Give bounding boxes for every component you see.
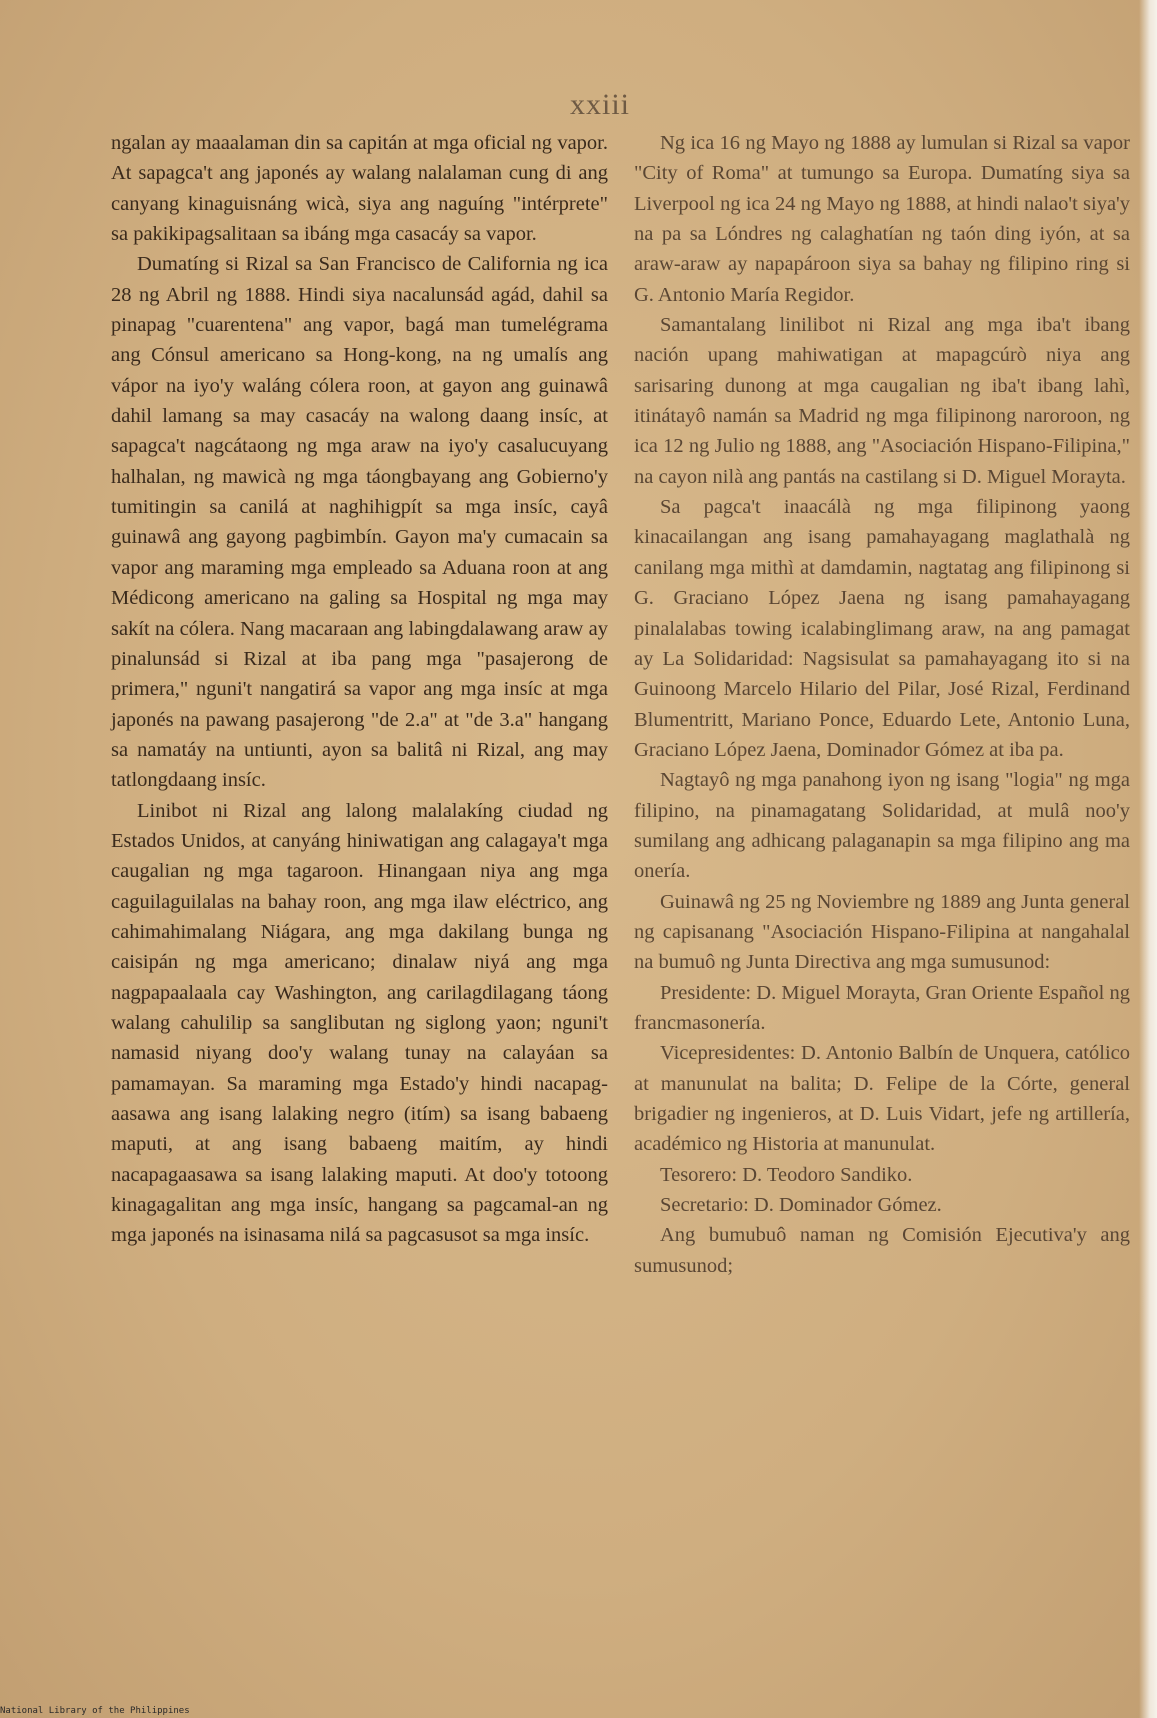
- page-edge: [1139, 0, 1157, 1718]
- left-paragraph-2: Dumatíng si Rizal sa San Francisco de California ng ica 28 ng Abril ng 1888. Hindi siya nacalunsád agád, dahil sa pinapag "cuarentena" ang vapor, bagá man tumelégrama ang Cónsul americano sa Hong-kong, na ng umalís ang vápor na iyo'y waláng cólera roon, at gayon ang guinawâ dahil lamang sa may casacáy na walong daang insíc, at sapagca't nagcátaong ng mga araw na iyo'y casalucuyang halhalan, ng mawicà ng mga táongbayang ang Gobierno'y tumitingin sa canilá at naghihigpít sa mga insíc, cayâ guinawâ ang gayong pagbimbín. Gayon ma'y cumacain sa vapor ang maraming mga empleado sa Aduana roon at ang Médicong americano na galing sa Hospital ng mga may sakít na cólera. Nang macaraan ang labingdalawang araw ay pinalunsád si Rizal at iba pang mga "pasajerong de primera," nguni't nangatirá sa vapor ang mga insíc at mga japonés na pawang pasajerong "de 2.a" at "de 3.a" hangang sa namatáy na untiunti, ayon sa balitâ ni Rizal, ang may tatlongdaang insíc.: [111, 253, 608, 792]
- right-paragraph-5: Guinawâ ng 25 ng Noviembre ng 1889 ang Junta general ng capisanang "Asociación Hispano-Filipina at nangahalal na bumuô ng Junta Directiva ang mga sumusunod:: [634, 890, 1130, 974]
- officer-vicepresidentes: Vicepresidentes: D. Antonio Balbín de Unquera, católico at manunulat na balita; D. Felipe de la Córte, general brigadier ng ingenieros, at D. Luis Vidart, jefe ng artillería, académico ng Historia at manunulat.: [634, 1042, 1130, 1156]
- right-paragraph-3: Sa pagca't inaacálà ng mga filipinong yaong kinacailangan ang isang pamahayagang maglathalà ng canilang mga mithì at damdamin, nagtatag ang filipinong si G. Graciano López Jaena ng isang pamahayagang pinalalabas towing icalabinglimang araw, na ang pamagat ay La Solidaridad: Nagsisulat sa pamahayagang ito si na Guinoong Marcelo Hilario del Pilar, José Rizal, Ferdinand Blumentritt, Mariano Ponce, Eduardo Lete, Antonio Luna, Graciano López Jaena, Dominador Gómez at iba pa.: [634, 496, 1130, 761]
- right-column: [634, 128, 1130, 1281]
- officer-presidente: Presidente: D. Miguel Morayta, Gran Oriente Español ng francmasonería.: [634, 981, 1130, 1034]
- right-paragraph-1: Ng ica 16 ng Mayo ng 1888 ay lumulan si Rizal sa vapor "City of Roma" at tumungo sa Europa. Dumatíng siya sa Liverpool ng ica 24 ng Mayo ng 1888, at hindi nalao't siya'y na pa sa Lóndres ng calaghatían ng taón ding iyón, at sa araw-araw ay napapároon siya sa bahay ng filipino ring si G. Antonio María Regidor.: [634, 132, 1130, 306]
- right-paragraph-4: Nagtayô ng mga panahong iyon ng isang "logia" ng mga filipino, na pinamagatang Solidaridad, at mulâ noo'y sumilang ang adhicang palaganapin sa mga filipino ang ma onería.: [634, 769, 1130, 883]
- library-footer: National Library of the Philippines: [0, 1706, 190, 1716]
- left-paragraph-3: Linibot ni Rizal ang lalong malalakíng ciudad ng Estados Unidos, at canyáng hiniwatigan ang calagaya't mga caugalian ng mga tagaroon. Hinangaan niya ang mga caguilaguilalas na bahay roon, ang mga ilaw eléctrico, ang cahimahimalang Niágara, ang mga dakilang bunga ng caisipán ng mga americano; dinalaw niyá ang mga nagpapaalaala cay Washington, ang carilagdilagang táong walang cahulilip sa sanglibutan ng siglong yaon; nguni't namasid niyang doo'y walang tunay na calayáan sa pamamayan. Sa maraming mga Estado'y hindi nacapag-aasawa ang isang lalaking negro (itím) sa isang babaeng maputi, at ang isang babaeng maitím, ay hindi nacapagaasawa sa isang lalaking maputi. At doo'y totoong kinagagalitan ang mga insíc, hangang sa pagcamal-an ng mga japonés na isinasama nilá sa pagcasusot sa mga insíc.: [111, 799, 608, 1247]
- officer-tesorero: Tesorero: D. Teodoro Sandiko.: [660, 1163, 913, 1186]
- left-column: [111, 128, 608, 1251]
- right-paragraph-final: Ang bumubuô naman ng Comisión Ejecutiva'y ang sumusunod;: [634, 1224, 1130, 1277]
- officer-secretario: Secretario: D. Dominador Gómez.: [660, 1194, 942, 1217]
- left-paragraph-1: ngalan ay maaalaman din sa capitán at mga oficial ng vapor. At sapagca't ang japonés ay walang nalalaman cung di ang canyang kinaguisnáng wicà, siya ang naguíng "intérprete" sa pakikipagsalitaan sa ibáng mga casacáy sa vapor.: [111, 132, 608, 246]
- right-paragraph-2: Samantalang linilibot ni Rizal ang mga iba't ibang nación upang mahiwatigan at mapagcúrò niya ang sarisaring dunong at mga caugalian ng iba't ibang lahì, itinátayô namán sa Madrid ng mga filipinong naroroon, ng ica 12 ng Julio ng 1888, ang "Asociación Hispano-Filipina," na cayon nilà ang pantás na castilang si D. Miguel Morayta.: [634, 314, 1130, 488]
- page-number: xxiii: [569, 88, 630, 121]
